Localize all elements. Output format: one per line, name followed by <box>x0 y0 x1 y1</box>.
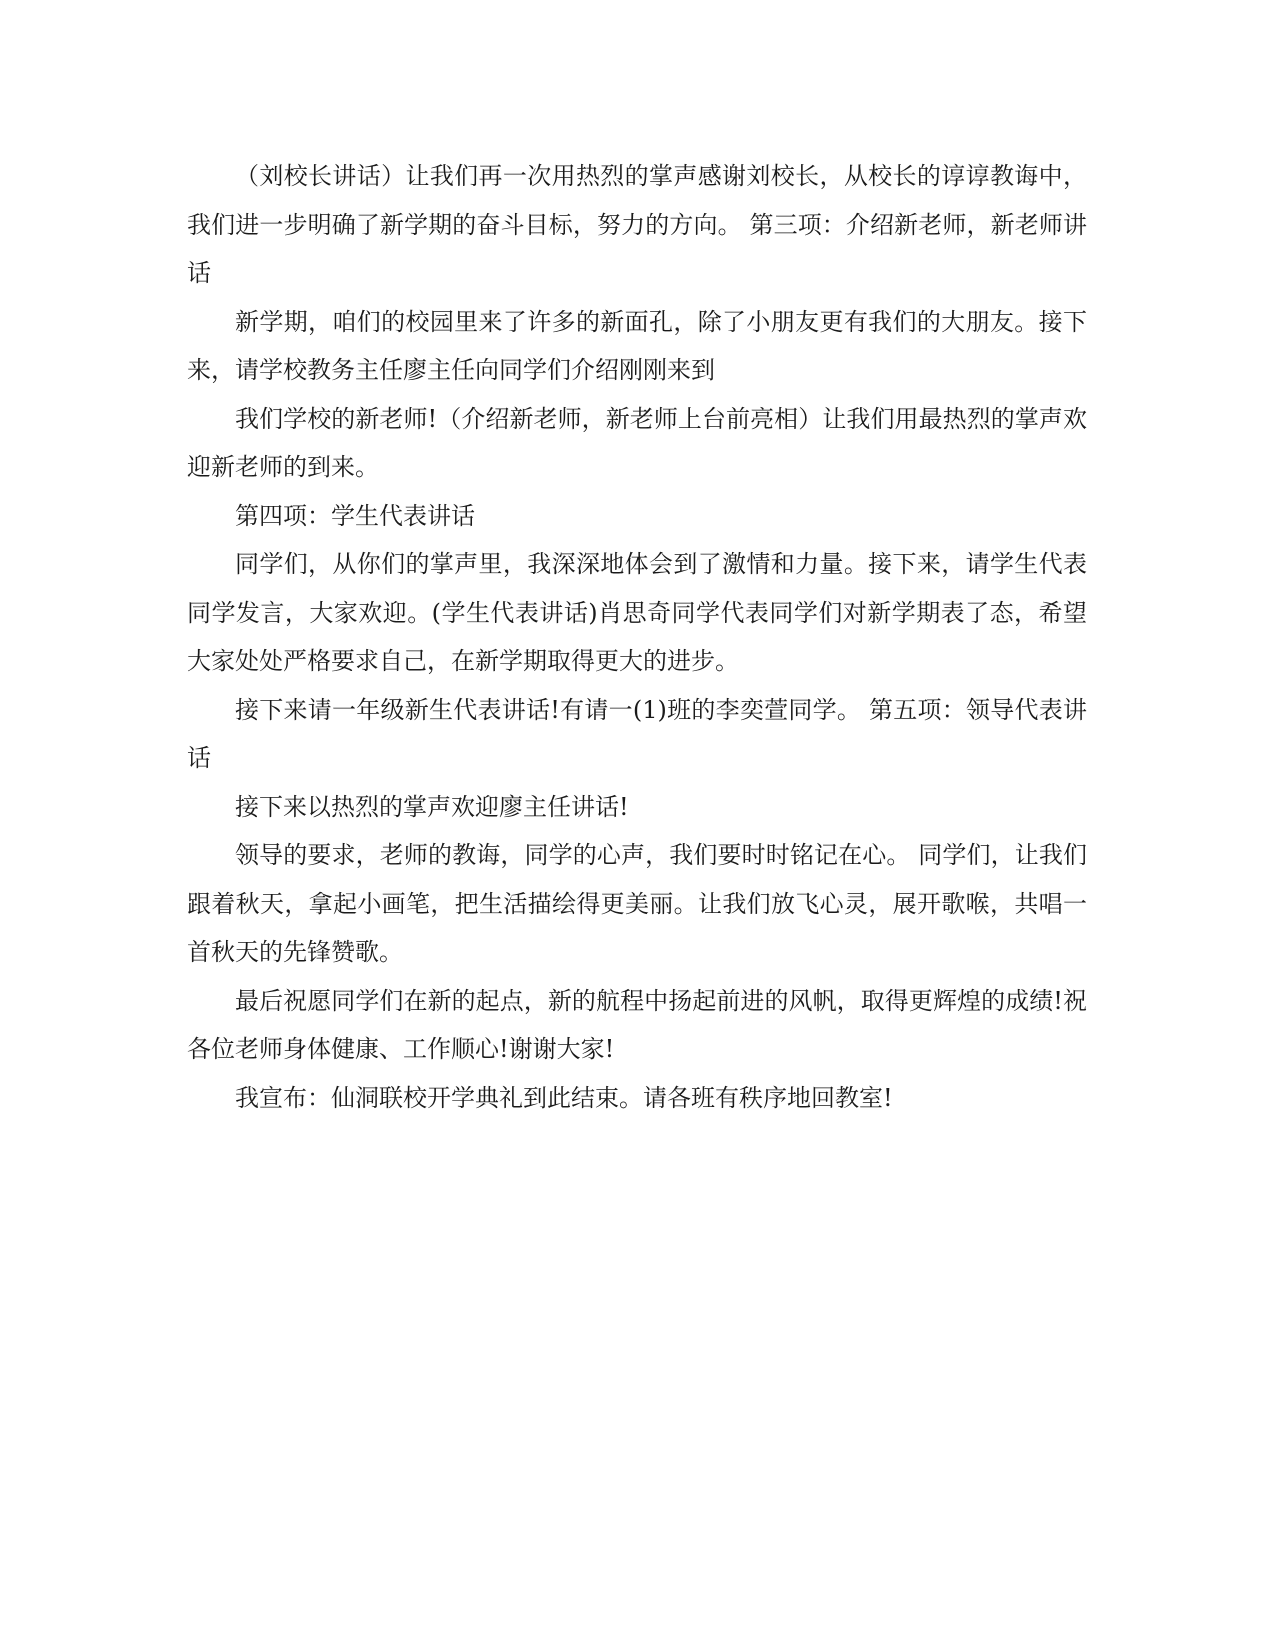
paragraph-first-grade-representative: 接下来请一年级新生代表讲话!有请一(1)班的李奕萱同学。 第五项：领导代表讲话 <box>187 695 1087 772</box>
paragraph-autumn-song: 领导的要求，老师的教诲，同学的心声，我们要时时铭记在心。 同学们，让我们跟着秋天，拿起小画笔，把生活描绘得更美丽。让我们放飞心灵，展开歌喉，共唱一首秋天的先锋赞歌。 <box>187 841 1087 966</box>
paragraph-best-wishes: 最后祝愿同学们在新的起点，新的航程中扬起前进的风帆，取得更辉煌的成绩!祝各位老师身体健康、工作顺心!谢谢大家! <box>187 986 1087 1063</box>
paragraph-welcome-teachers: 我们学校的新老师!（介绍新老师，新老师上台前亮相）让我们用最热烈的掌声欢迎新老师的到来。 <box>187 404 1087 481</box>
document-body <box>187 152 1087 1122</box>
paragraph-closing-announcement: 我宣布：仙洞联校开学典礼到此结束。请各班有秩序地回教室! <box>235 1083 893 1112</box>
paragraph-director-speech: 接下来以热烈的掌声欢迎廖主任讲话! <box>235 792 629 821</box>
paragraph-principal-speech: （刘校长讲话）让我们再一次用热烈的掌声感谢刘校长，从校长的谆谆教诲中，我们进一步明确了新学期的奋斗目标，努力的方向。 第三项：介绍新老师，新老师讲话 <box>187 162 1087 287</box>
paragraph-new-faces: 新学期，咱们的校园里来了许多的新面孔，除了小朋友更有我们的大朋友。接下来，请学校教务主任廖主任向同学们介绍刚刚来到 <box>187 307 1087 384</box>
paragraph-item-four-heading: 第四项：学生代表讲话 <box>235 501 475 530</box>
paragraph-student-representative: 同学们，从你们的掌声里，我深深地体会到了激情和力量。接下来，请学生代表 同学发言，大家欢迎。(学生代表讲话)肖思奇同学代表同学们对新学期表了态，希望大家处处严格要求自己，在新学期取得更大的进步。 <box>187 550 1087 675</box>
